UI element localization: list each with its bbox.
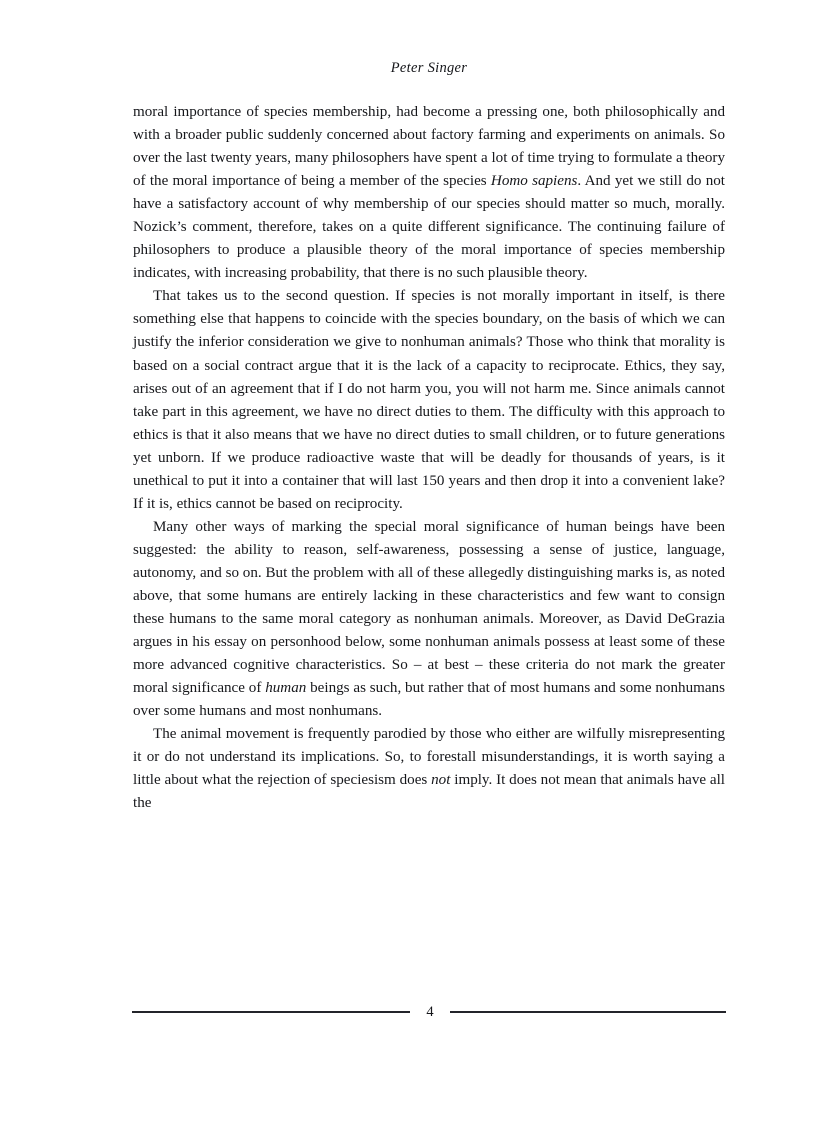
para-1	[133, 101, 725, 285]
text-run: That takes us to the second question. If species is not morally important in itself, is there something else that happens to coincide with the species boundary, on the basis of which we can justify the inferior consideration we give to nonhuman animals? Those who think that morality is based on a social contract argue that it is the lack of a capacity to reciprocate. Ethics, they say, arises out of an agreement that if I do not harm you, you will not harm me. Since animals cannot take part in this agreement, we have no direct duties to them. The difficulty with this approach to ethics is that it also means that we have no direct duties to small children, or to future generations yet unborn. If we produce radioactive waste that will be deadly for thousands of years, is it unethical to put it into a container that will last 150 years and then drop it into a convenient lake? If it is, ethics cannot be based on reciprocity.	[133, 288, 725, 512]
emphasis-run: not	[431, 772, 451, 789]
para-2	[133, 285, 725, 515]
text-run: imply. It does not mean that animals have all the	[133, 772, 725, 812]
page-number: 4	[426, 1003, 434, 1020]
running-head: Peter Singer	[390, 60, 468, 76]
emphasis-run: human	[265, 680, 307, 697]
para-3	[133, 516, 725, 723]
text-run: . And yet we still do not have a satisfactory account of why membership of our species should matter so much, morally. Nozick’s comment, therefore, takes on a quite different significance. The continuing failure of philosophers to produce a plausible theory of the moral importance of species membership indicates, with increasing probability, that there is no such plausible theory.	[133, 173, 725, 282]
emphasis-run: Homo sapiens	[490, 173, 578, 190]
body-text-column	[133, 101, 725, 815]
text-run: moral importance of species membership, had become a pressing one, both philosophically and with a broader public suddenly concerned about factory farming and experiments on animals. So over the last twenty years, many philosophers have spent a lot of time trying to formulate a theory of the moral importance of being a member of the species	[133, 104, 725, 190]
text-run: Many other ways of marking the special moral significance of human beings have been suggested: the ability to reason, self-awareness, possessing a sense of justice, language, autonomy, and so on. But the problem with all of these allegedly distinguishing marks is, as noted above, that some humans are entirely lacking in these characteristics and few want to consign these humans to the same moral category as nonhuman animals. Moreover, as David DeGrazia argues in his essay on personhood below, some nonhuman animals possess at least some of these more advanced cognitive characteristics. So – at best – these criteria do not mark the greater moral significance of	[133, 518, 725, 697]
page-footer	[132, 1001, 726, 1023]
footer-rule-right	[450, 1011, 726, 1013]
para-4	[133, 723, 725, 815]
text-run: beings as such, but rather that of most humans and some nonhumans over some humans and most nonhumans.	[133, 680, 725, 720]
text-run: The animal movement is frequently parodied by those who either are wilfully misrepresenting it or do not understand its implications. So, to forestall misunderstandings, it is worth saying a little about what the rejection of speciesism does	[133, 726, 725, 789]
footer-rule-left	[132, 1011, 410, 1013]
